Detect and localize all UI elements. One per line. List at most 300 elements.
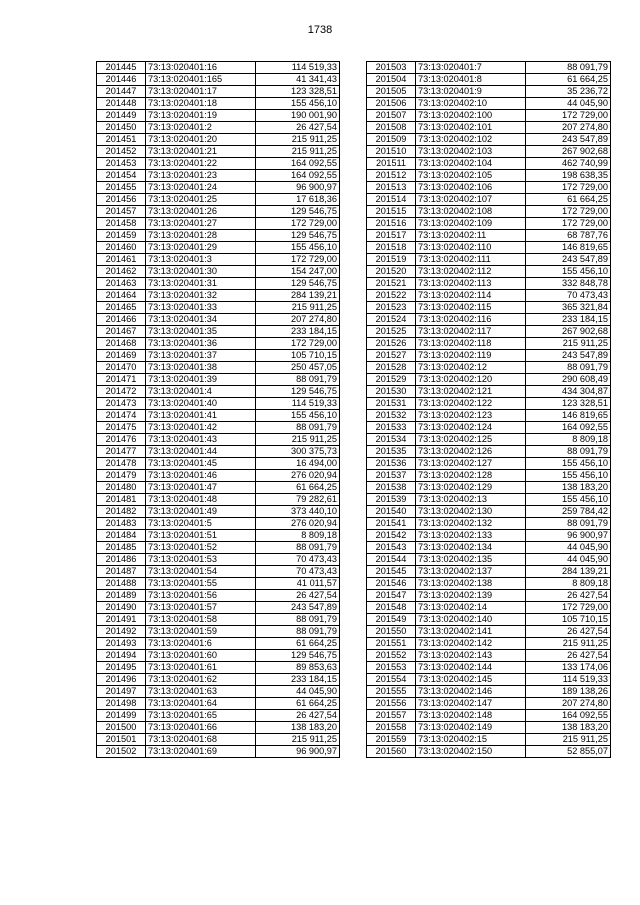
value-cell: 129 546,75 — [256, 386, 340, 398]
cadastral-number-cell: 73:13:020401:65 — [146, 710, 256, 722]
table-row — [97, 302, 340, 314]
cadastral-number-cell: 73:13:020402:141 — [416, 626, 526, 638]
record-number-cell: 201524 — [367, 314, 416, 326]
value-cell: 233 184,15 — [526, 314, 611, 326]
table-row — [97, 602, 340, 614]
value-cell: 88 091,79 — [256, 542, 340, 554]
cadastral-number-cell: 73:13:020402:102 — [416, 134, 526, 146]
value-cell: 89 853,63 — [256, 662, 340, 674]
value-cell: 233 184,15 — [256, 674, 340, 686]
record-number-cell: 201463 — [97, 278, 146, 290]
record-number-cell: 201540 — [367, 506, 416, 518]
value-cell: 300 375,73 — [256, 446, 340, 458]
cadastral-number-cell: 73:13:020401:16 — [146, 62, 256, 74]
value-cell: 155 456,10 — [526, 266, 611, 278]
table-row — [367, 446, 611, 458]
record-number-cell: 201466 — [97, 314, 146, 326]
table-row — [367, 242, 611, 254]
cadastral-number-cell: 73:13:020401:3 — [146, 254, 256, 266]
cadastral-number-cell: 73:13:020401:34 — [146, 314, 256, 326]
register-table-right-body — [367, 62, 611, 758]
cadastral-number-cell: 73:13:020401:32 — [146, 290, 256, 302]
record-number-cell: 201522 — [367, 290, 416, 302]
value-cell: 88 091,79 — [256, 614, 340, 626]
value-cell: 155 456,10 — [256, 242, 340, 254]
table-row — [97, 278, 340, 290]
value-cell: 41 011,57 — [256, 578, 340, 590]
table-row — [97, 374, 340, 386]
value-cell: 16 494,00 — [256, 458, 340, 470]
value-cell: 215 911,25 — [256, 734, 340, 746]
cadastral-number-cell: 73:13:020402:10 — [416, 98, 526, 110]
cadastral-number-cell: 73:13:020401:2 — [146, 122, 256, 134]
record-number-cell: 201473 — [97, 398, 146, 410]
cadastral-number-cell: 73:13:020402:127 — [416, 458, 526, 470]
cadastral-number-cell: 73:13:020401:37 — [146, 350, 256, 362]
table-row — [97, 638, 340, 650]
value-cell: 88 091,79 — [256, 626, 340, 638]
value-cell: 26 427,54 — [526, 650, 611, 662]
value-cell: 70 473,43 — [256, 566, 340, 578]
record-number-cell: 201448 — [97, 98, 146, 110]
cadastral-number-cell: 73:13:020402:14 — [416, 602, 526, 614]
cadastral-number-cell: 73:13:020402:150 — [416, 746, 526, 758]
value-cell: 88 091,79 — [526, 518, 611, 530]
cadastral-number-cell: 73:13:020402:107 — [416, 194, 526, 206]
value-cell: 189 138,26 — [526, 686, 611, 698]
value-cell: 114 519,33 — [256, 62, 340, 74]
record-number-cell: 201501 — [97, 734, 146, 746]
value-cell: 133 174,06 — [526, 662, 611, 674]
cadastral-number-cell: 73:13:020402:108 — [416, 206, 526, 218]
value-cell: 198 638,35 — [526, 170, 611, 182]
record-number-cell: 201521 — [367, 278, 416, 290]
table-row — [367, 518, 611, 530]
value-cell: 17 618,36 — [256, 194, 340, 206]
record-number-cell: 201529 — [367, 374, 416, 386]
table-row — [367, 194, 611, 206]
table-row — [97, 458, 340, 470]
value-cell: 462 740,99 — [526, 158, 611, 170]
table-row — [97, 86, 340, 98]
value-cell: 172 729,00 — [256, 254, 340, 266]
cadastral-number-cell: 73:13:020401:20 — [146, 134, 256, 146]
table-row — [367, 278, 611, 290]
value-cell: 44 045,90 — [526, 554, 611, 566]
value-cell: 70 473,43 — [526, 290, 611, 302]
value-cell: 164 092,55 — [526, 710, 611, 722]
record-number-cell: 201531 — [367, 398, 416, 410]
record-number-cell: 201485 — [97, 542, 146, 554]
value-cell: 276 020,94 — [256, 518, 340, 530]
cadastral-number-cell: 73:13:020402:101 — [416, 122, 526, 134]
record-number-cell: 201548 — [367, 602, 416, 614]
value-cell: 215 911,25 — [526, 338, 611, 350]
record-number-cell: 201470 — [97, 362, 146, 374]
record-number-cell: 201457 — [97, 206, 146, 218]
table-row — [97, 290, 340, 302]
record-number-cell: 201514 — [367, 194, 416, 206]
value-cell: 332 848,78 — [526, 278, 611, 290]
cadastral-number-cell: 73:13:020401:49 — [146, 506, 256, 518]
cadastral-number-cell: 73:13:020402:15 — [416, 734, 526, 746]
value-cell: 26 427,54 — [256, 590, 340, 602]
page-number: 1738 — [307, 24, 333, 36]
table-row — [367, 710, 611, 722]
cadastral-number-cell: 73:13:020401:66 — [146, 722, 256, 734]
cadastral-number-cell: 73:13:020401:46 — [146, 470, 256, 482]
record-number-cell: 201454 — [97, 170, 146, 182]
table-row — [367, 482, 611, 494]
cadastral-number-cell: 73:13:020402:138 — [416, 578, 526, 590]
value-cell: 138 183,20 — [526, 482, 611, 494]
value-cell: 215 911,25 — [256, 302, 340, 314]
value-cell: 41 341,43 — [256, 74, 340, 86]
cadastral-number-cell: 73:13:020401:28 — [146, 230, 256, 242]
cadastral-number-cell: 73:13:020402:11 — [416, 230, 526, 242]
record-number-cell: 201527 — [367, 350, 416, 362]
record-number-cell: 201543 — [367, 542, 416, 554]
cadastral-number-cell: 73:13:020401:69 — [146, 746, 256, 758]
record-number-cell: 201506 — [367, 98, 416, 110]
table-row — [367, 602, 611, 614]
cadastral-number-cell: 73:13:020402:110 — [416, 242, 526, 254]
cadastral-number-cell: 73:13:020402:144 — [416, 662, 526, 674]
value-cell: 8 809,18 — [526, 578, 611, 590]
cadastral-number-cell: 73:13:020401:43 — [146, 434, 256, 446]
table-row — [367, 134, 611, 146]
record-number-cell: 201450 — [97, 122, 146, 134]
value-cell: 215 911,25 — [256, 434, 340, 446]
value-cell: 243 547,89 — [526, 134, 611, 146]
cadastral-number-cell: 73:13:020401:23 — [146, 170, 256, 182]
value-cell: 61 664,25 — [256, 698, 340, 710]
record-number-cell: 201483 — [97, 518, 146, 530]
register-table-right — [366, 61, 611, 758]
record-number-cell: 201554 — [367, 674, 416, 686]
value-cell: 52 855,07 — [526, 746, 611, 758]
record-number-cell: 201491 — [97, 614, 146, 626]
value-cell: 250 457,05 — [256, 362, 340, 374]
record-number-cell: 201493 — [97, 638, 146, 650]
record-number-cell: 201478 — [97, 458, 146, 470]
record-number-cell: 201559 — [367, 734, 416, 746]
table-row — [97, 338, 340, 350]
cadastral-number-cell: 73:13:020402:148 — [416, 710, 526, 722]
record-number-cell: 201547 — [367, 590, 416, 602]
value-cell: 215 911,25 — [256, 146, 340, 158]
cadastral-number-cell: 73:13:020401:54 — [146, 566, 256, 578]
table-row — [367, 722, 611, 734]
table-row — [367, 98, 611, 110]
table-row — [97, 362, 340, 374]
table-row — [97, 182, 340, 194]
table-row — [367, 386, 611, 398]
value-cell: 233 184,15 — [256, 326, 340, 338]
table-row — [97, 578, 340, 590]
value-cell: 70 473,43 — [256, 554, 340, 566]
table-row — [367, 326, 611, 338]
value-cell: 172 729,00 — [526, 182, 611, 194]
table-row — [367, 230, 611, 242]
cadastral-number-cell: 73:13:020402:100 — [416, 110, 526, 122]
table-row — [97, 146, 340, 158]
cadastral-number-cell: 73:13:020402:146 — [416, 686, 526, 698]
cadastral-number-cell: 73:13:020402:120 — [416, 374, 526, 386]
cadastral-number-cell: 73:13:020401:40 — [146, 398, 256, 410]
register-table-left — [96, 61, 340, 758]
cadastral-number-cell: 73:13:020402:122 — [416, 398, 526, 410]
table-row — [97, 110, 340, 122]
record-number-cell: 201487 — [97, 566, 146, 578]
table-row — [367, 182, 611, 194]
table-row — [97, 650, 340, 662]
cadastral-number-cell: 73:13:020401:22 — [146, 158, 256, 170]
record-number-cell: 201550 — [367, 626, 416, 638]
record-number-cell: 201542 — [367, 530, 416, 542]
cadastral-number-cell: 73:13:020401:62 — [146, 674, 256, 686]
record-number-cell: 201459 — [97, 230, 146, 242]
table-row — [367, 302, 611, 314]
value-cell: 146 819,65 — [526, 242, 611, 254]
cadastral-number-cell: 73:13:020401:47 — [146, 482, 256, 494]
table-row — [97, 410, 340, 422]
value-cell: 172 729,00 — [526, 206, 611, 218]
table-row — [367, 554, 611, 566]
cadastral-number-cell: 73:13:020402:109 — [416, 218, 526, 230]
value-cell: 267 902,68 — [526, 146, 611, 158]
value-cell: 35 236,72 — [526, 86, 611, 98]
cadastral-number-cell: 73:13:020402:121 — [416, 386, 526, 398]
table-row — [367, 506, 611, 518]
cadastral-number-cell: 73:13:020402:132 — [416, 518, 526, 530]
record-number-cell: 201453 — [97, 158, 146, 170]
record-number-cell: 201508 — [367, 122, 416, 134]
record-number-cell: 201515 — [367, 206, 416, 218]
record-number-cell: 201468 — [97, 338, 146, 350]
cadastral-number-cell: 73:13:020401:9 — [416, 86, 526, 98]
table-row — [367, 686, 611, 698]
value-cell: 365 321,84 — [526, 302, 611, 314]
value-cell: 373 440,10 — [256, 506, 340, 518]
table-row — [367, 362, 611, 374]
value-cell: 26 427,54 — [256, 122, 340, 134]
record-number-cell: 201499 — [97, 710, 146, 722]
value-cell: 61 664,25 — [256, 638, 340, 650]
table-row — [367, 674, 611, 686]
table-row — [97, 722, 340, 734]
cadastral-number-cell: 73:13:020402:135 — [416, 554, 526, 566]
cadastral-number-cell: 73:13:020402:118 — [416, 338, 526, 350]
record-number-cell: 201553 — [367, 662, 416, 674]
table-row — [97, 530, 340, 542]
record-number-cell: 201552 — [367, 650, 416, 662]
value-cell: 44 045,90 — [526, 542, 611, 554]
record-number-cell: 201495 — [97, 662, 146, 674]
value-cell: 61 664,25 — [256, 482, 340, 494]
record-number-cell: 201494 — [97, 650, 146, 662]
record-number-cell: 201518 — [367, 242, 416, 254]
table-row — [367, 422, 611, 434]
cadastral-number-cell: 73:13:020402:105 — [416, 170, 526, 182]
value-cell: 123 328,51 — [526, 398, 611, 410]
table-row — [367, 638, 611, 650]
table-row — [97, 206, 340, 218]
value-cell: 207 274,80 — [526, 698, 611, 710]
table-row — [97, 482, 340, 494]
value-cell: 155 456,10 — [526, 494, 611, 506]
cadastral-number-cell: 73:13:020401:51 — [146, 530, 256, 542]
table-row — [97, 218, 340, 230]
record-number-cell: 201462 — [97, 266, 146, 278]
record-number-cell: 201519 — [367, 254, 416, 266]
cadastral-number-cell: 73:13:020401:56 — [146, 590, 256, 602]
record-number-cell: 201467 — [97, 326, 146, 338]
value-cell: 129 546,75 — [256, 278, 340, 290]
value-cell: 267 902,68 — [526, 326, 611, 338]
cadastral-number-cell: 73:13:020402:125 — [416, 434, 526, 446]
value-cell: 164 092,55 — [526, 422, 611, 434]
cadastral-number-cell: 73:13:020402:130 — [416, 506, 526, 518]
record-number-cell: 201556 — [367, 698, 416, 710]
value-cell: 215 911,25 — [526, 734, 611, 746]
table-row — [97, 98, 340, 110]
value-cell: 434 304,87 — [526, 386, 611, 398]
table-row — [367, 662, 611, 674]
table-row — [97, 194, 340, 206]
cadastral-number-cell: 73:13:020401:165 — [146, 74, 256, 86]
record-number-cell: 201557 — [367, 710, 416, 722]
record-number-cell: 201490 — [97, 602, 146, 614]
table-row — [367, 170, 611, 182]
value-cell: 138 183,20 — [256, 722, 340, 734]
value-cell: 114 519,33 — [256, 398, 340, 410]
table-row — [97, 734, 340, 746]
record-number-cell: 201533 — [367, 422, 416, 434]
table-row — [97, 494, 340, 506]
table-row — [367, 110, 611, 122]
record-number-cell: 201513 — [367, 182, 416, 194]
record-number-cell: 201535 — [367, 446, 416, 458]
cadastral-number-cell: 73:13:020401:5 — [146, 518, 256, 530]
table-row — [367, 614, 611, 626]
table-row — [97, 662, 340, 674]
value-cell: 44 045,90 — [256, 686, 340, 698]
record-number-cell: 201536 — [367, 458, 416, 470]
cadastral-number-cell: 73:13:020402:114 — [416, 290, 526, 302]
value-cell: 26 427,54 — [526, 590, 611, 602]
record-number-cell: 201458 — [97, 218, 146, 230]
record-number-cell: 201549 — [367, 614, 416, 626]
table-row — [367, 410, 611, 422]
cadastral-number-cell: 73:13:020401:8 — [416, 74, 526, 86]
record-number-cell: 201502 — [97, 746, 146, 758]
record-number-cell: 201545 — [367, 566, 416, 578]
value-cell: 172 729,00 — [526, 602, 611, 614]
record-number-cell: 201456 — [97, 194, 146, 206]
register-table-left-body — [97, 62, 340, 758]
record-number-cell: 201481 — [97, 494, 146, 506]
record-number-cell: 201496 — [97, 674, 146, 686]
value-cell: 276 020,94 — [256, 470, 340, 482]
record-number-cell: 201479 — [97, 470, 146, 482]
value-cell: 290 608,49 — [526, 374, 611, 386]
cadastral-number-cell: 73:13:020402:139 — [416, 590, 526, 602]
value-cell: 96 900,97 — [256, 182, 340, 194]
value-cell: 129 546,75 — [256, 650, 340, 662]
cadastral-number-cell: 73:13:020401:61 — [146, 662, 256, 674]
table-row — [367, 350, 611, 362]
cadastral-number-cell: 73:13:020401:60 — [146, 650, 256, 662]
table-row — [97, 134, 340, 146]
table-row — [367, 266, 611, 278]
cadastral-number-cell: 73:13:020401:44 — [146, 446, 256, 458]
record-number-cell: 201560 — [367, 746, 416, 758]
value-cell: 284 139,21 — [256, 290, 340, 302]
record-number-cell: 201469 — [97, 350, 146, 362]
value-cell: 88 091,79 — [526, 446, 611, 458]
table-row — [97, 446, 340, 458]
cadastral-number-cell: 73:13:020402:111 — [416, 254, 526, 266]
record-number-cell: 201534 — [367, 434, 416, 446]
table-row — [367, 746, 611, 758]
cadastral-number-cell: 73:13:020401:41 — [146, 410, 256, 422]
cadastral-number-cell: 73:13:020402:124 — [416, 422, 526, 434]
table-row — [97, 542, 340, 554]
value-cell: 190 001,90 — [256, 110, 340, 122]
record-number-cell: 201498 — [97, 698, 146, 710]
cadastral-number-cell: 73:13:020401:6 — [146, 638, 256, 650]
table-row — [97, 434, 340, 446]
record-number-cell: 201476 — [97, 434, 146, 446]
cadastral-number-cell: 73:13:020401:26 — [146, 206, 256, 218]
table-row — [367, 74, 611, 86]
record-number-cell: 201445 — [97, 62, 146, 74]
cadastral-number-cell: 73:13:020401:45 — [146, 458, 256, 470]
value-cell: 243 547,89 — [256, 602, 340, 614]
value-cell: 215 911,25 — [256, 134, 340, 146]
cadastral-number-cell: 73:13:020401:59 — [146, 626, 256, 638]
cadastral-number-cell: 73:13:020402:140 — [416, 614, 526, 626]
table-row — [97, 230, 340, 242]
table-row — [367, 62, 611, 74]
value-cell: 155 456,10 — [256, 410, 340, 422]
table-row — [367, 650, 611, 662]
cadastral-number-cell: 73:13:020401:35 — [146, 326, 256, 338]
cadastral-number-cell: 73:13:020402:128 — [416, 470, 526, 482]
value-cell: 155 456,10 — [526, 458, 611, 470]
cadastral-number-cell: 73:13:020401:52 — [146, 542, 256, 554]
value-cell: 96 900,97 — [526, 530, 611, 542]
record-number-cell: 201477 — [97, 446, 146, 458]
cadastral-number-cell: 73:13:020401:31 — [146, 278, 256, 290]
cadastral-number-cell: 73:13:020401:30 — [146, 266, 256, 278]
table-row — [367, 206, 611, 218]
table-row — [97, 746, 340, 758]
cadastral-number-cell: 73:13:020401:19 — [146, 110, 256, 122]
table-row — [367, 398, 611, 410]
value-cell: 207 274,80 — [256, 314, 340, 326]
record-number-cell: 201451 — [97, 134, 146, 146]
value-cell: 155 456,10 — [526, 470, 611, 482]
record-number-cell: 201537 — [367, 470, 416, 482]
value-cell: 243 547,89 — [526, 254, 611, 266]
value-cell: 284 139,21 — [526, 566, 611, 578]
value-cell: 172 729,00 — [256, 338, 340, 350]
table-row — [367, 122, 611, 134]
cadastral-number-cell: 73:13:020402:13 — [416, 494, 526, 506]
cadastral-number-cell: 73:13:020401:17 — [146, 86, 256, 98]
